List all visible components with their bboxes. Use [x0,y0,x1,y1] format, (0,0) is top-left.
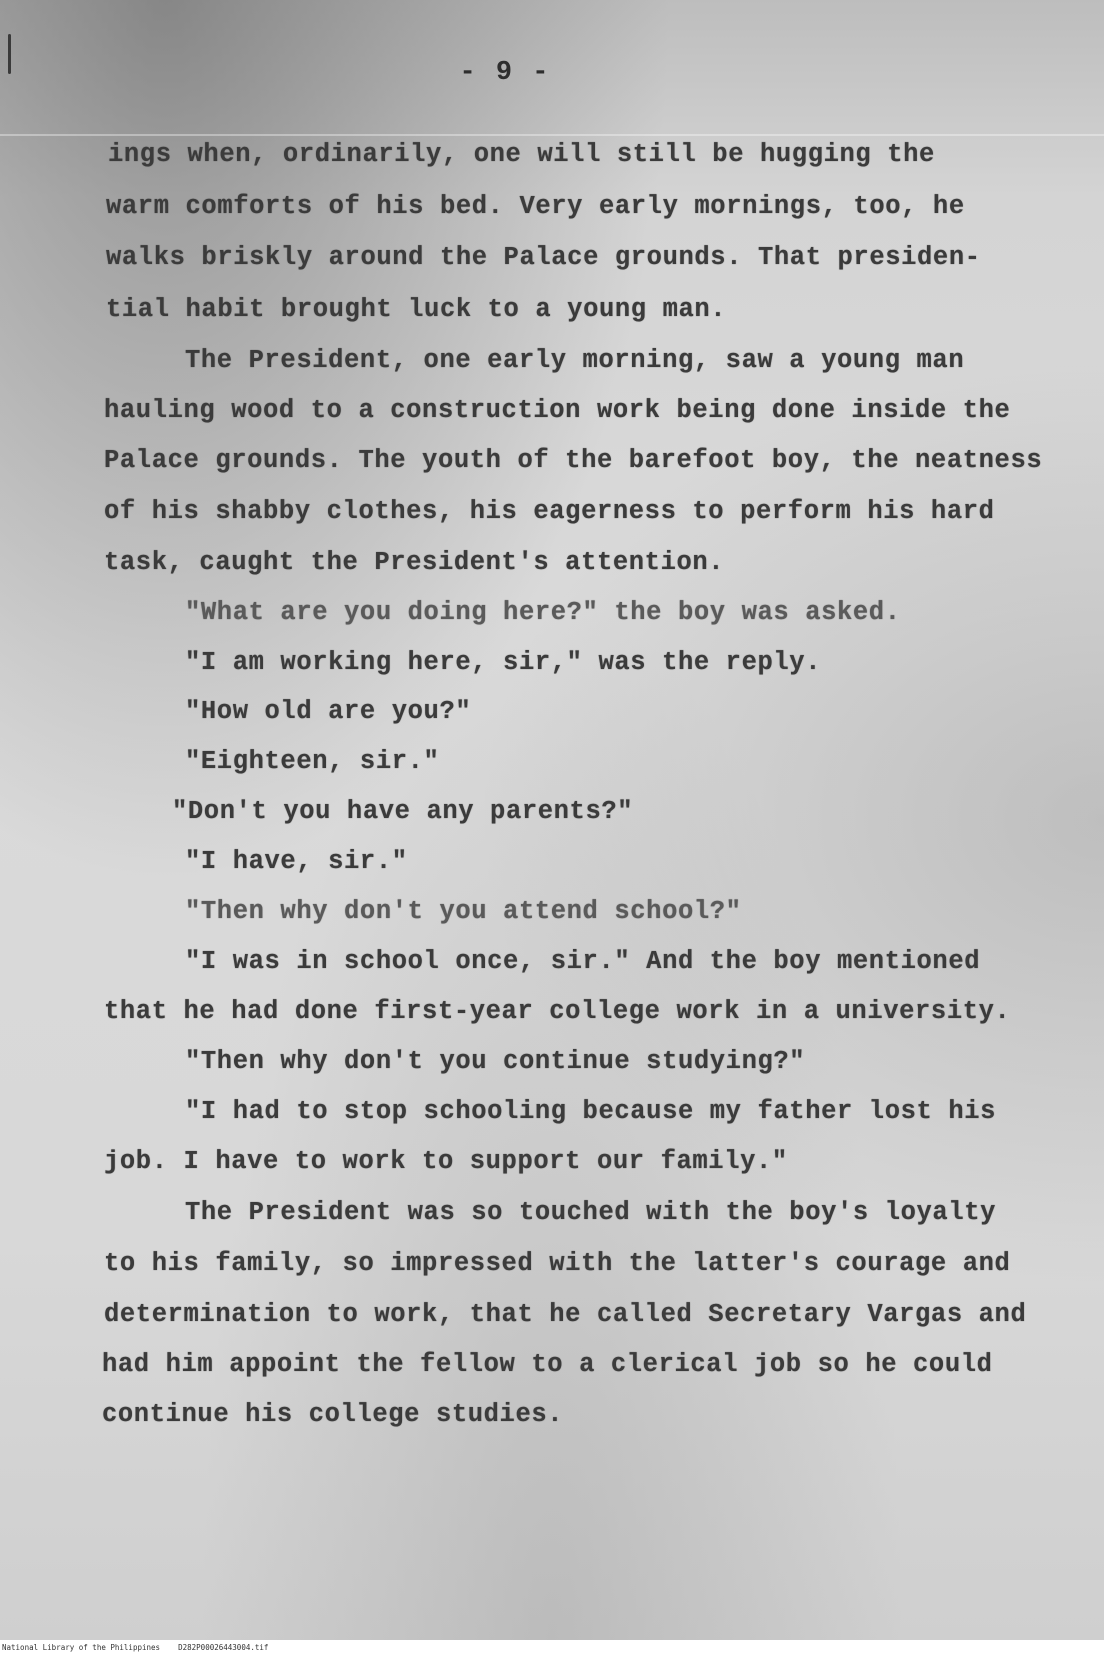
text-line: The President was so touched with the boy's loyalty [185,1198,997,1227]
text-line: "How old are you?" [185,697,472,726]
text-line: "What are you doing here?" the boy was asked. [185,598,901,627]
text-line: hauling wood to a construction work being done inside the [104,396,1011,425]
text-line: continue his college studies. [102,1400,564,1429]
text-line: "Eighteen, sir." [185,747,440,776]
text-line: "Then why don't you continue studying?" [185,1047,806,1076]
text-line: of his shabby clothes, his eagerness to perform his hard [104,497,995,526]
text-line: "I was in school once, sir." And the boy mentioned [185,947,981,976]
text-line: "I had to stop schooling because my father lost his [185,1097,997,1126]
text-line: ings when, ordinarily, one will still be hugging the [108,140,935,169]
text-line: that he had done first-year college work in a university. [104,997,1011,1026]
page-number: - 9 - [459,58,551,88]
scan-footer [0,1640,1104,1658]
text-line: "Don't you have any parents?" [172,797,634,826]
footer-caption: National Library of the Philippines D282P00026443004.tif [2,1643,269,1652]
text-line: task, caught the President's attention. [104,548,725,577]
text-line: walks briskly around the Palace grounds. That presiden- [106,243,981,272]
text-line: to his family, so impressed with the latter's courage and [104,1249,1011,1278]
text-line: "I am working here, sir," was the reply. [185,648,822,677]
text-line: warm comforts of his bed. Very early mornings, too, he [106,192,965,221]
text-line: Palace grounds. The youth of the barefoot boy, the neatness [104,446,1043,475]
text-line: The President, one early morning, saw a young man [185,346,965,375]
paper-fold-line [0,134,1104,136]
text-line: "I have, sir." [185,847,408,876]
text-line: "Then why don't you attend school?" [185,897,742,926]
text-line: job. I have to work to support our family." [104,1147,788,1176]
text-line: tial habit brought luck to a young man. [106,295,727,324]
text-line: determination to work, that he called Secretary Vargas and [104,1300,1027,1329]
text-line: had him appoint the fellow to a clerical job so he could [102,1350,993,1379]
